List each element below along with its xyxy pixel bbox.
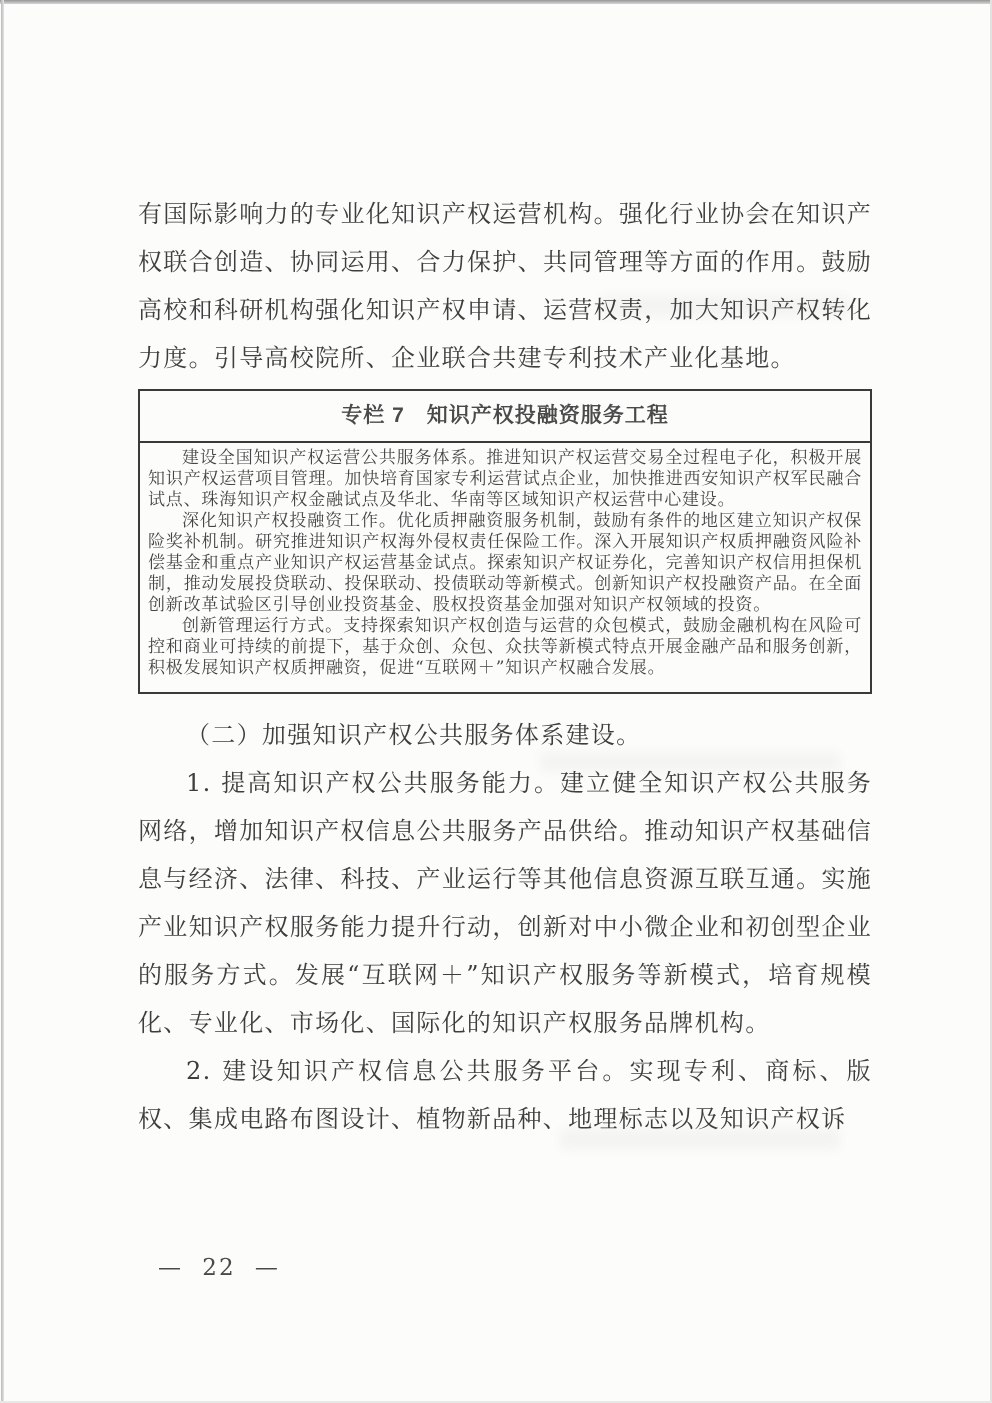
section-heading: （二）加强知识产权公共服务体系建设。 (186, 721, 642, 749)
continuation-paragraph: 有国际影响力的专业化知识产权运营机构。强化行业协会在知识产权联合创造、协同运用、合力保护、共同管理等方面的作用。鼓励高校和科研机构强化知识产权申请、运营权责，加大知识产权转化力度。引导高校院所、企业联合共建专利技术产业化基地。 (138, 200, 872, 372)
page-number: — 22 — (158, 1255, 280, 1281)
callout-box-title: 专栏 7 知识产权投融资服务工程 (140, 391, 870, 443)
callout-paragraph: 深化知识产权投融资工作。优化质押融资服务机制，鼓励有条件的地区建立知识产权保险奖补机制。研究推进知识产权海外侵权责任保险工作。深入开展知识产权质押融资风险补偿基金和重点产业知识产权运营基金试点。探索知识产权证券化，完善知识产权信用担保机制，推动发展投贷联动、投保联动、投债联动等新模式。创新知识产权投融资产品。在全面创新改革试验区引导创业投资基金、股权投资基金加强对知识产权领域的投资。 (148, 511, 862, 615)
callout-box-body (140, 443, 870, 685)
numbered-paragraph-2: 2. 建设知识产权信息公共服务平台。实现专利、商标、版权、集成电路布图设计、植物新品种、地理标志以及知识产权诉 (138, 1057, 872, 1133)
callout-paragraph: 创新管理运行方式。支持探索知识产权创造与运营的众包模式，鼓励金融机构在风险可控和商业可持续的前提下，基于众创、众包、众扶等新模式特点开展金融产品和服务创新，积极发展知识产权质押融资，促进“互联网＋”知识产权融合发展。 (148, 616, 862, 678)
scan-edge-top (0, 0, 992, 4)
callout-box-zhuanlan-7 (138, 389, 872, 694)
page-content (138, 190, 872, 1143)
numbered-paragraph-1: 1. 提高知识产权公共服务能力。建立健全知识产权公共服务网络，增加知识产权信息公共服务产品供给。推动知识产权基础信息与经济、法律、科技、产业运行等其他信息资源互联互通。实施产业知识产权服务能力提升行动，创新对中小微企业和初创型企业的服务方式。发展“互联网＋”知识产权服务等新模式，培育规模化、专业化、市场化、国际化的知识产权服务品牌机构。 (138, 769, 872, 1037)
callout-paragraph: 建设全国知识产权运营公共服务体系。推进知识产权运营交易全过程电子化，积极开展知识产权运营项目管理。加快培育国家专利运营试点企业，加快推进西安知识产权军民融合试点、珠海知识产权金融试点及华北、华南等区域知识产权运营中心建设。 (148, 448, 862, 510)
scan-edge-left (1, 0, 4, 1403)
